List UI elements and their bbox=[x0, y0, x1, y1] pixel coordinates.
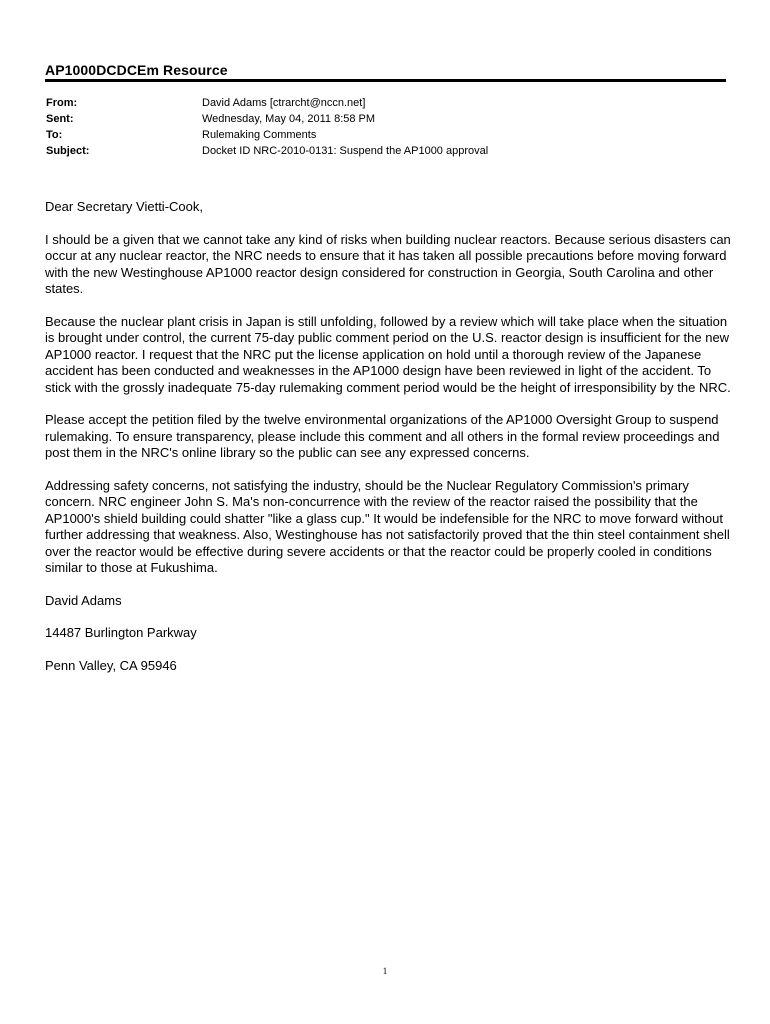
paragraph-3: Please accept the petition filed by the twelve environmental organizations of the AP1000 Oversight Group to suspend rulemaking. To ensure transparency, please include this comment and all others in the formal review proceedings and post them in the NRC's online library so the public can see any expressed concerns. bbox=[45, 412, 720, 460]
header-subject-value: Docket ID NRC-2010-0131: Suspend the AP1000 approval bbox=[202, 145, 489, 157]
signature-address-line1: 14487 Burlington Parkway bbox=[45, 625, 197, 640]
header-sent bbox=[46, 111, 488, 127]
signature-name: David Adams bbox=[45, 592, 122, 608]
signature-address-line2: Penn Valley, CA 95946 bbox=[45, 657, 177, 673]
paragraph-4: Addressing safety concerns, not satisfying the industry, should be the Nuclear Regulatory Commission's primary concern. NRC engineer John S. Ma's non-concurrence with the review of the reactor raised the possibility that the AP1000's shield building could shatter "like a glass cup." It would be indefensible for the NRC to move forward without further addressing that weakness. Also, Westinghouse has not satisfactorily proved that the thin steel containment shell over the reactor would be effective during severe accidents or that the reactor could be properly cooled in conditions similar to those at Fukushima. bbox=[45, 477, 730, 575]
header-to-value: Rulemaking Comments bbox=[202, 129, 317, 141]
header-sent-label: Sent: bbox=[46, 113, 74, 125]
document-title: AP1000DCDCEm Resource bbox=[45, 62, 228, 78]
header-subject bbox=[46, 143, 488, 159]
email-headers bbox=[46, 95, 488, 159]
header-from-value: David Adams [ctrarcht@nccn.net] bbox=[202, 97, 366, 109]
salutation: Dear Secretary Vietti-Cook, bbox=[45, 199, 203, 214]
header-sent-value: Wednesday, May 04, 2011 8:58 PM bbox=[202, 113, 376, 125]
paragraph-1: I should be a given that we cannot take any kind of risks when building nuclear reactors. Because serious disasters can occur at any nuclear reactor, the NRC needs to ensure that it has taken all possible precautions before moving forward with the new Westinghouse AP1000 reactor design considered for construction in Georgia, South Carolina and other states. bbox=[45, 231, 731, 296]
paragraph-2: Because the nuclear plant crisis in Japan is still unfolding, followed by a review which will take place when the situation is brought under control, the current 75-day public comment period on the U.S. reactor design is insufficient for the new AP1000 reactor. I request that the NRC put the license application on hold until a thorough review of the Japanese accident has been conducted and weaknesses in the AP1000 design have been reviewed in light of the accident. To stick with the grossly inadequate 75-day rulemaking comment period would be the height of irresponsibility by the NRC. bbox=[45, 313, 731, 395]
header-subject-label: Subject: bbox=[46, 145, 90, 157]
header-from bbox=[46, 95, 488, 111]
header-from-label: From: bbox=[46, 97, 78, 109]
letter-body bbox=[45, 199, 735, 690]
signature-block bbox=[45, 593, 735, 675]
header-to bbox=[46, 127, 488, 143]
header-to-label: To: bbox=[46, 129, 63, 141]
title-divider bbox=[45, 79, 726, 82]
page-number: 1 bbox=[382, 966, 388, 976]
